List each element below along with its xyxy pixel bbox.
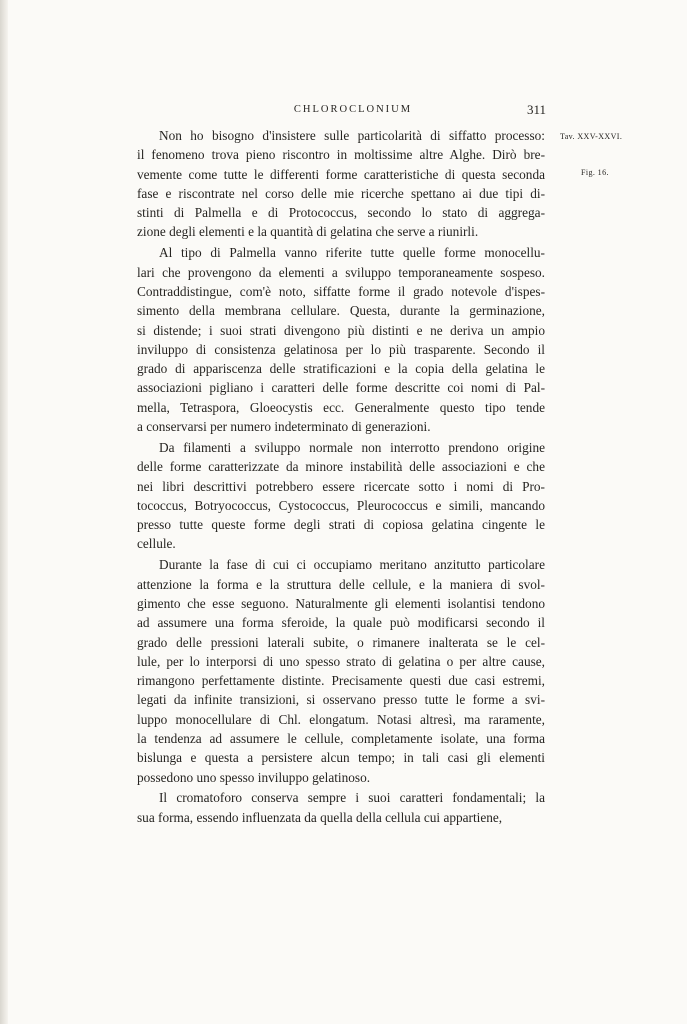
paragraph	[137, 555, 545, 787]
paragraph	[137, 126, 545, 242]
figure-reference-note: Fig. 16.	[581, 168, 609, 177]
text-line: ad assumere una forma sferoide, la quale può modificarsi secondo il	[137, 615, 545, 631]
text-line: Contraddistingue, com'è noto, siffatte forme il grado notevole d'ispes-	[137, 283, 545, 299]
text-line: stinti di Palmella e di Protococcus, secondo lo stato di aggrega-	[137, 205, 545, 221]
text-line: luppo monocellulare di Chl. elongatum. Notasi altresì, ma raramente,	[137, 711, 545, 727]
page-number: 311	[526, 102, 546, 117]
text-line: Al tipo di Palmella vanno riferite tutte quelle forme monocellu-	[159, 245, 545, 261]
text-line: rimangono perfettamente distinte. Precisamente questi due casi estremi,	[137, 673, 545, 689]
running-title: CHLOROCLONIUM	[293, 104, 413, 115]
text-line: simento della membrana cellulare. Questa, durante la germinazione,	[137, 303, 545, 319]
text-line: presso tutte queste forme degli strati di copiosa gelatina cingente le	[137, 517, 545, 533]
text-line: gimento che esse seguono. Naturalmente gli elementi isolantisi tendono	[137, 595, 545, 611]
text-line: lule, per lo interporsi di uno spesso strato di gelatina o per altre cause,	[137, 653, 545, 669]
text-line: Da filamenti a sviluppo normale non interrotto prendono origine	[159, 439, 545, 455]
text-line: fase e riscontrate nel corso delle mie ricerche spettano ai due tipi di-	[137, 185, 545, 201]
body-text	[137, 126, 545, 829]
text-line: legati da infinite transizioni, si osservano presso tutte le forme a svi-	[137, 692, 545, 708]
text-line: bislunga e questa a persistere alcun tempo; in tali casi gli elementi	[137, 750, 545, 766]
text-line: sua forma, essendo influenzata da quella della cellula cui appartiene,	[137, 809, 503, 825]
text-line: possedono uno spesso inviluppo gelatinoso.	[137, 769, 371, 785]
text-line: il fenomeno trova pieno riscontro in moltissime altre Alghe. Dirò bre-	[137, 147, 545, 163]
text-line: attenzione la forma e la struttura delle cellule, e la maniera di svol-	[137, 576, 545, 592]
text-line: Il cromatoforo conserva sempre i suoi caratteri fondamentali; la	[159, 790, 545, 806]
text-line: grado di appariscenza delle stratificazioni e la copia della gelatina le	[137, 361, 545, 377]
text-line: nei libri descrittivi potrebbero essere ricercate sotto i nomi di Pro-	[137, 478, 545, 494]
text-line: associazioni pigliano i caratteri delle forme descritte coi nomi di Pal-	[137, 380, 545, 396]
text-line: grado delle pressioni laterali subite, o rimanere inalterata se le cel-	[137, 634, 545, 650]
paragraph	[137, 243, 545, 436]
text-line: inviluppo di consistenza gelatinosa per lo più trasparente. Secondo il	[137, 341, 545, 357]
text-line: delle forme caratterizzate da minore instabilità delle associazioni e che	[137, 459, 545, 475]
text-line: tococcus, Botryococcus, Cystococcus, Pleurococcus e simili, mancando	[137, 497, 545, 513]
plate-reference-note: Tav. XXV-XXVI.	[560, 132, 623, 141]
text-line: a conservarsi per numero indeterminato di generazioni.	[137, 419, 431, 435]
text-line: cellule.	[137, 536, 176, 552]
text-line: vemente come tutte le differenti forme caratteristiche di questa seconda	[137, 166, 545, 182]
text-line: zione degli elementi e la quantità di gelatina che serve a riunirli.	[137, 224, 479, 240]
paragraph	[137, 438, 545, 554]
paragraph	[137, 788, 545, 827]
text-line: si distende; i suoi strati divengono più distinti e ne deriva un ampio	[137, 322, 545, 338]
page-edge-shadow	[0, 0, 8, 1024]
text-line: Durante la fase di cui ci occupiamo meritano anzitutto particolare	[159, 557, 545, 573]
text-line: mella, Tetraspora, Gloeocystis ecc. Generalmente questo tipo tende	[137, 399, 545, 415]
text-line: Non ho bisogno d'insistere sulle particolarità di siffatto processo:	[159, 128, 545, 143]
text-line: la tendenza ad assumere le cellule, completamente isolate, una forma	[137, 730, 545, 746]
text-line: lari che provengono da elementi a sviluppo temporaneamente sospeso.	[137, 264, 545, 280]
